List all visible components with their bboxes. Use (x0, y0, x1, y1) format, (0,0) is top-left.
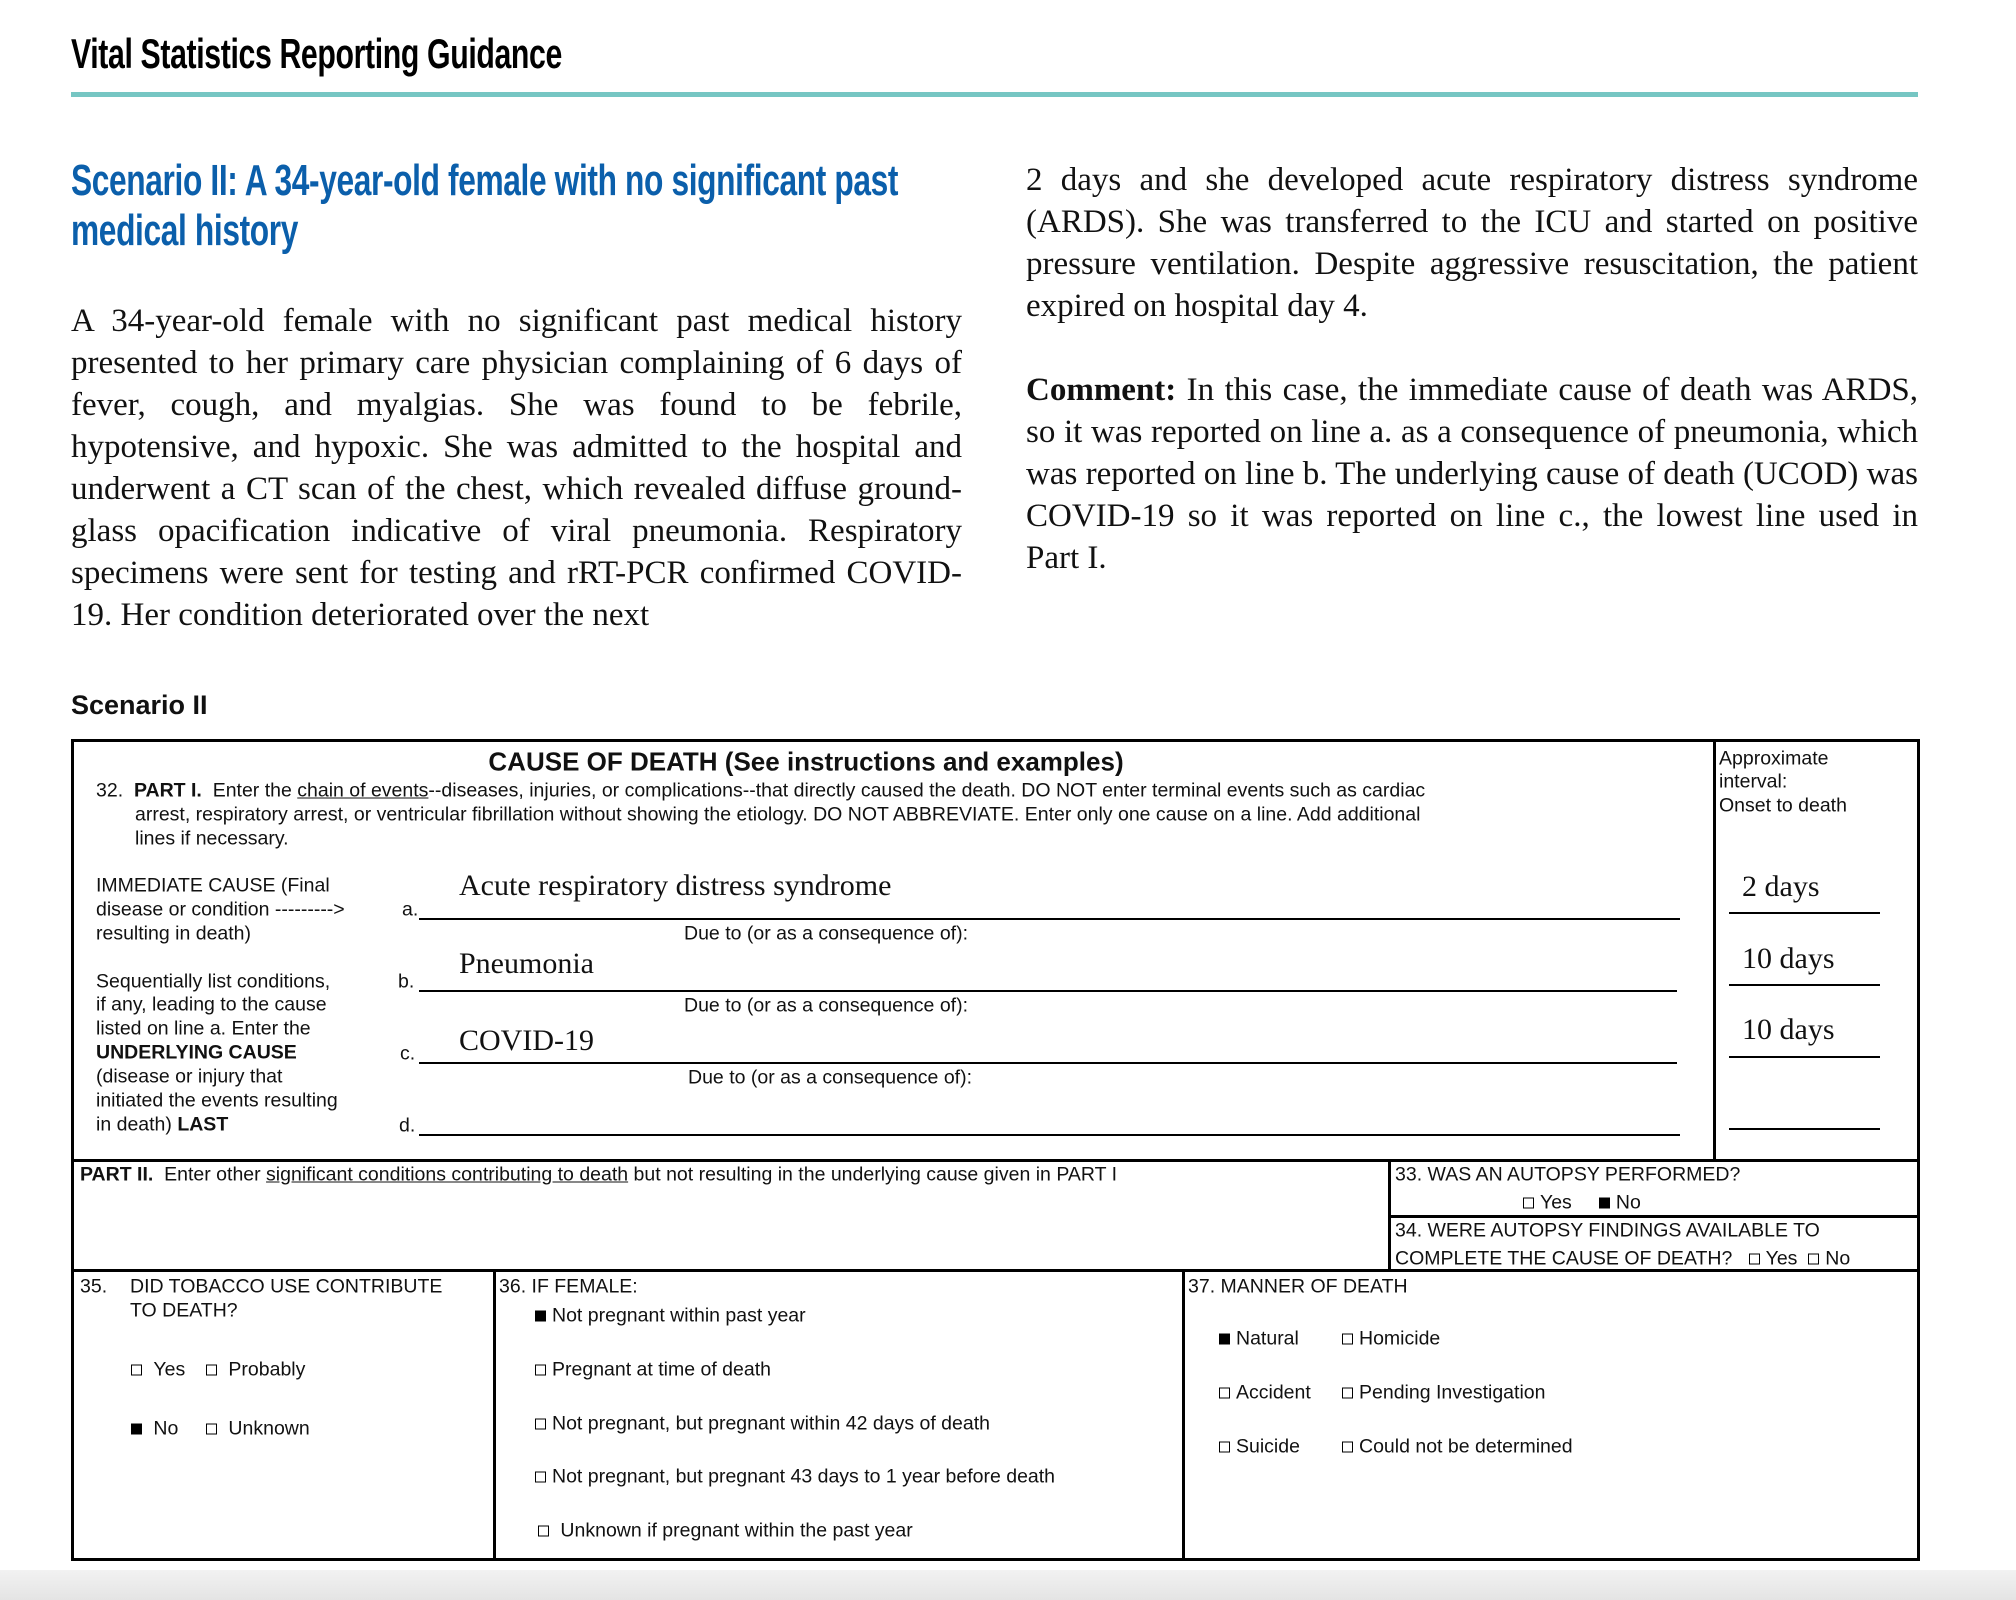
option-label: Probably (228, 1358, 306, 1381)
line-letter-d: d. (399, 1114, 416, 1137)
part2-instructions (80, 1164, 1117, 1187)
last-label: LAST (177, 1113, 229, 1136)
option-label: Not pregnant, but pregnant 43 days to 1 year before death (552, 1465, 1056, 1488)
q36-label: 36. IF FEMALE: (499, 1275, 638, 1298)
checkbox[interactable] (1219, 1388, 1230, 1399)
option-label: Accident (1236, 1381, 1311, 1404)
divider (71, 1159, 1920, 1162)
interval-header: interval: (1719, 770, 1788, 793)
q35-option-unknown[interactable] (206, 1418, 310, 1441)
q35-label: DID TOBACCO USE CONTRIBUTE (130, 1275, 443, 1298)
sequential-label: initiated the events resulting (96, 1089, 338, 1112)
divider (1389, 1215, 1920, 1218)
interval-header: Onset to death (1719, 794, 1847, 817)
part1-instructions-line2: arrest, respiratory arrest, or ventricular fibrillation without showing the etiology. DO NOT ABBREVIATE. Enter only one cause on a line. Add additional (135, 803, 1421, 826)
item-number: 32. (96, 779, 124, 802)
line-letter-a: a. (402, 898, 419, 921)
q37-option-natural[interactable] (1219, 1328, 1299, 1351)
significant-conditions-link: significant conditions contributing to death (266, 1163, 629, 1186)
checkbox[interactable] (1219, 1334, 1230, 1345)
text: Enter the (212, 779, 298, 802)
option-label: Pending Investigation (1359, 1381, 1546, 1404)
checkbox[interactable] (206, 1365, 217, 1376)
checkbox[interactable] (131, 1424, 142, 1435)
due-to-label: Due to (or as a consequence of): (684, 994, 968, 1017)
option-label: Yes (153, 1358, 186, 1381)
option-label: Natural (1236, 1327, 1299, 1350)
q35-number: 35. (80, 1275, 108, 1298)
q36-option[interactable] (535, 1359, 771, 1382)
line-letter-c: c. (400, 1042, 416, 1065)
q36-option[interactable] (535, 1305, 806, 1328)
interval-a-value: 2 days (1742, 870, 1820, 903)
immediate-cause-label: disease or condition ---------> (96, 898, 345, 921)
option-label: Not pregnant within past year (552, 1304, 806, 1327)
q33-yes-checkbox[interactable] (1523, 1198, 1534, 1209)
header-divider (71, 92, 1918, 97)
option-label: Pregnant at time of death (552, 1358, 771, 1381)
text: in death) (96, 1113, 178, 1136)
sequential-label: if any, leading to the cause (96, 993, 327, 1016)
interval-b-value: 10 days (1742, 942, 1835, 975)
q37-option-homicide[interactable] (1342, 1328, 1440, 1351)
q33-options (1523, 1192, 1641, 1215)
q37-label: 37. MANNER OF DEATH (1188, 1275, 1408, 1298)
q36-option[interactable] (535, 1466, 1055, 1489)
option-label: No (1825, 1247, 1851, 1270)
sequential-label: UNDERLYING CAUSE (96, 1041, 297, 1064)
q34-no-checkbox[interactable] (1808, 1254, 1819, 1265)
due-to-label: Due to (or as a consequence of): (688, 1066, 972, 1089)
q35-option-probably[interactable] (206, 1359, 305, 1382)
q37-option-accident[interactable] (1219, 1382, 1311, 1405)
q35-option-no[interactable] (131, 1418, 178, 1441)
interval-line-d[interactable] (1729, 1128, 1880, 1130)
case-description-continued: 2 days and she developed acute respiratory distress syndrome (ARDS). She was transferred to the ICU and started on positive pressure ventilation. Despite aggressive resuscitation, the patient expired on hospital day 4. (1026, 162, 1918, 324)
cause-b-value: Pneumonia (459, 947, 594, 980)
option-label: No (1615, 1191, 1641, 1214)
comment-paragraph (1026, 369, 1918, 579)
form-title: CAUSE OF DEATH (See instructions and examples) (488, 746, 1124, 777)
q36-option[interactable] (538, 1520, 913, 1543)
option-label: Could not be determined (1359, 1435, 1573, 1458)
cause-a-value: Acute respiratory distress syndrome (459, 869, 892, 902)
text: COMPLETE THE CAUSE OF DEATH? (1395, 1247, 1733, 1270)
checkbox[interactable] (1342, 1442, 1353, 1453)
text: but not resulting in the underlying cause given in PART I (628, 1163, 1118, 1186)
q34-yes-checkbox[interactable] (1749, 1254, 1760, 1265)
page-bottom-edge (0, 1570, 2016, 1600)
comment-text: In this case, the immediate cause of death was ARDS, so it was reported on line a. as a consequence of pneumonia, which was reported on line b. The underlying cause of death (UCOD) was COVID-19 so it was reported on line c., the lowest line used in Part I. (1026, 372, 1918, 576)
document-title: Vital Statistics Reporting Guidance (71, 30, 562, 77)
q33-label: 33. WAS AN AUTOPSY PERFORMED? (1395, 1163, 1741, 1186)
q37-option-pending[interactable] (1342, 1382, 1545, 1405)
sequential-label (96, 1114, 228, 1137)
checkbox[interactable] (535, 1365, 546, 1376)
part1-instructions-line1 (96, 780, 1425, 803)
option-label: Yes (1765, 1247, 1798, 1270)
form-border (71, 739, 1920, 1561)
scenario-heading: Scenario II: A 34-year-old female with no significant past medical history (71, 156, 899, 255)
text: --diseases, injuries, or complications--that directly caused the death. DO NOT enter terminal events such as cardiac (428, 779, 1426, 802)
checkbox[interactable] (131, 1365, 142, 1376)
checkbox[interactable] (1219, 1442, 1230, 1453)
due-to-label: Due to (or as a consequence of): (684, 922, 968, 945)
q37-option-undetermined[interactable] (1342, 1436, 1573, 1459)
line-letter-b: b. (398, 970, 415, 993)
checkbox[interactable] (535, 1472, 546, 1483)
cause-line-d[interactable] (419, 1134, 1680, 1136)
form-label: Scenario II (71, 690, 208, 720)
chain-of-events-link: chain of events (297, 779, 429, 802)
text: Enter other (164, 1163, 267, 1186)
cause-line-a[interactable] (419, 918, 1680, 920)
part2-label: PART II. (80, 1163, 154, 1186)
interval-line-a[interactable] (1729, 912, 1880, 914)
option-label: Unknown if pregnant within the past year (560, 1519, 913, 1542)
interval-line-c[interactable] (1729, 1056, 1880, 1058)
divider (1182, 1270, 1185, 1560)
immediate-cause-label: IMMEDIATE CAUSE (Final (96, 874, 330, 897)
cause-line-c[interactable] (419, 1062, 1677, 1064)
cause-c-value: COVID-19 (459, 1024, 594, 1057)
checkbox[interactable] (1342, 1334, 1353, 1345)
option-label: Unknown (228, 1417, 310, 1440)
q34-label: 34. WERE AUTOPSY FINDINGS AVAILABLE TO (1395, 1219, 1820, 1242)
checkbox[interactable] (535, 1311, 546, 1322)
q33-no-checkbox[interactable] (1599, 1198, 1610, 1209)
q34-label-line2 (1395, 1248, 1850, 1271)
option-label: No (153, 1417, 179, 1440)
q37-option-suicide[interactable] (1219, 1436, 1300, 1459)
option-label: Not pregnant, but pregnant within 42 days of death (552, 1412, 990, 1435)
interval-line-b[interactable] (1729, 984, 1880, 986)
q35-option-yes[interactable] (131, 1359, 185, 1382)
divider (1713, 740, 1716, 1160)
interval-header: Approximate (1719, 747, 1829, 770)
sequential-label: Sequentially list conditions, (96, 970, 331, 993)
checkbox[interactable] (1342, 1388, 1353, 1399)
part1-instructions-line3: lines if necessary. (135, 827, 289, 850)
sequential-label: listed on line a. Enter the (96, 1017, 311, 1040)
checkbox[interactable] (206, 1424, 217, 1435)
option-label: Yes (1540, 1191, 1572, 1214)
checkbox[interactable] (535, 1419, 546, 1430)
q35-label-line2: TO DEATH? (130, 1299, 238, 1322)
q36-option[interactable] (535, 1413, 990, 1436)
part1-label: PART I. (133, 779, 202, 802)
sequential-label: (disease or injury that (96, 1065, 283, 1088)
comment-label: Comment: (1026, 372, 1177, 408)
option-label: Suicide (1236, 1435, 1300, 1458)
divider (493, 1270, 496, 1560)
immediate-cause-label: resulting in death) (96, 922, 252, 945)
option-label: Homicide (1359, 1327, 1441, 1350)
interval-c-value: 10 days (1742, 1013, 1835, 1046)
checkbox[interactable] (538, 1526, 549, 1537)
case-description: A 34-year-old female with no significant past medical history presented to her primary care physician complaining of 6 days of fever, cough, and myalgias. She was found to be febrile, hypotensive, and hypoxic. She was admitted to the hospital and underwent a CT scan of the chest, which revealed diffuse ground-glass opacification indicative of viral pneumonia. Respiratory specimens were sent for testing and rRT-PCR confirmed COVID-19. Her condition deteriorated over the next (71, 303, 962, 633)
cause-line-b[interactable] (419, 990, 1677, 992)
